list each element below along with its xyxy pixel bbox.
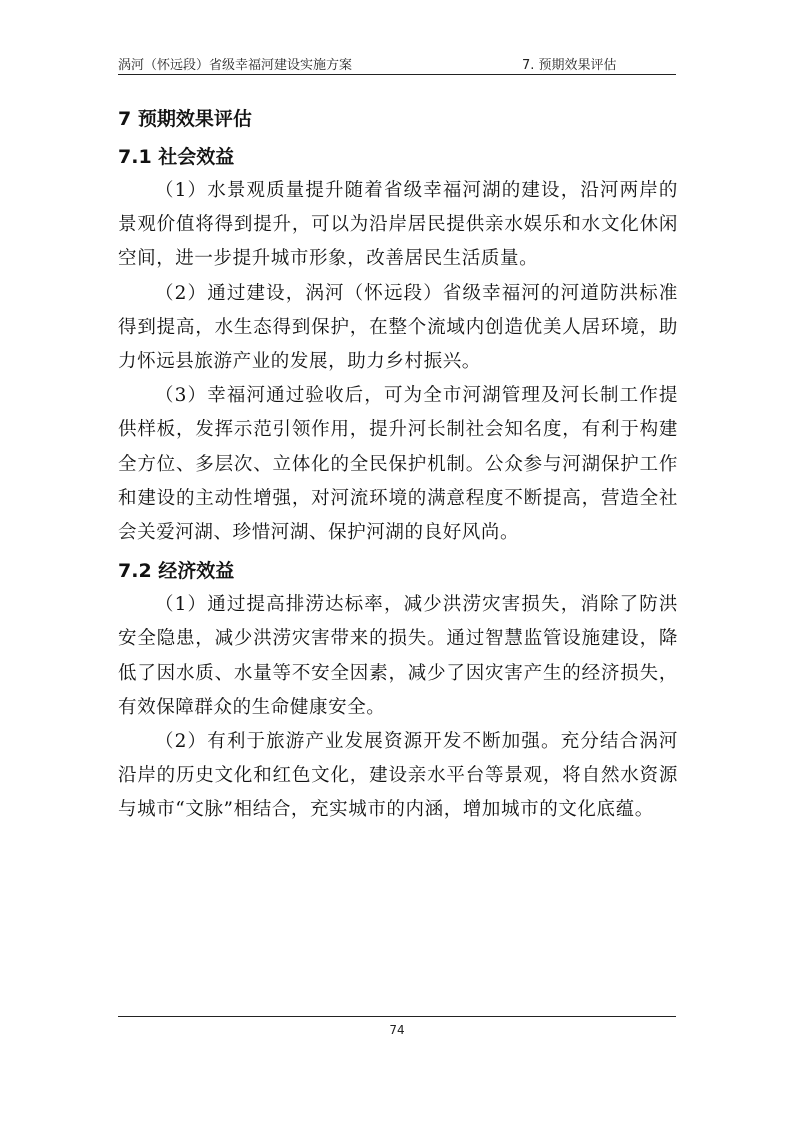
chapter-heading: 7 预期效果评估 — [118, 108, 252, 130]
section-heading-economic-benefits: 7.2 经济效益 — [118, 560, 235, 583]
section-heading-social-benefits: 7.1 社会效益 — [118, 146, 235, 168]
paragraph: （3）幸福河通过验收后，可为全市河湖管理及河长制工作提供样板，发挥示范引领作用，提升河长制社会知名度，有利于构建全方位、多层次、立体化的全民保护机制。公众参与河湖保护工作和建设的主动性增强，对河流环境的满意程度不断提高，营造全社会关爱河湖、珍惜河湖、保护河湖的良好风尚。 — [118, 385, 678, 544]
paragraph: （2）通过建设，涡河（怀远段）省级幸福河的河道防洪标准得到提高，水生态得到保护，在整个流域内创造优美人居环境，助力怀远县旅游产业的发展，助力乡村振兴。 — [118, 282, 678, 373]
page-footer — [118, 1016, 676, 1037]
paragraph: （1）水景观质量提升随着省级幸福河湖的建设，沿河两岸的景观价值将得到提升，可以为沿岸居民提供亲水娱乐和水文化休闲空间，进一步提升城市形象，改善居民生活质量。 — [118, 180, 678, 270]
header-document-title: 涡河（怀远段）省级幸福河建设实施方案 — [118, 58, 353, 73]
page-header — [118, 48, 676, 75]
header-chapter-title: 7. 预期效果评估 — [522, 58, 617, 73]
page-content — [118, 102, 678, 828]
paragraph: （1）通过提高排涝达标率，减少洪涝灾害损失，消除了防洪安全隐患，减少洪涝灾害带来的损失。通过智慧监管设施建设，降低了因水质、水量等不安全因素，减少了因灾害产生的经济损失，有效保障群众的生命健康安全。 — [118, 594, 678, 718]
paragraph: （2）有利于旅游产业发展资源开发不断加强。充分结合涡河沿岸的历史文化和红色文化，建设亲水平台等景观，将自然水资源与城市“文脉”相结合，充实城市的内涵，增加城市的文化底蕴。 — [118, 731, 678, 821]
page-number: 74 — [389, 1023, 405, 1037]
